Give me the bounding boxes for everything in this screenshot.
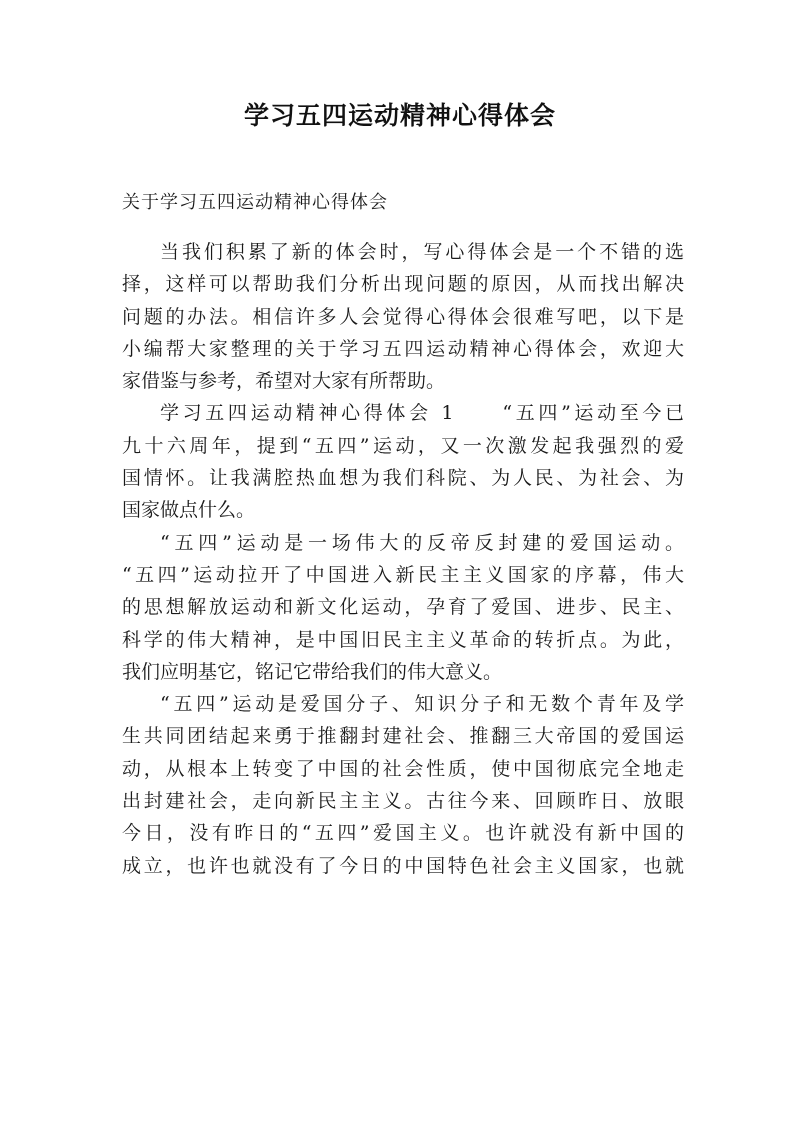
paragraph-line: 科学的伟大精神，是中国旧民主主义革命的转折点。为此，	[122, 628, 684, 651]
paragraph-line: 择，这样可以帮助我们分析出现问题的原因，从而找出解决	[122, 273, 684, 296]
paragraph-line: 国家做点什么。	[122, 499, 256, 522]
paragraph	[122, 397, 684, 526]
paragraph-line: 出封建社会，走向新民主主义。古往今来、回顾昨日、放眼	[122, 790, 684, 813]
paragraph-line: 家借鉴与参考，希望对大家有所帮助。	[122, 370, 446, 393]
paragraph-line: 成立，也许也就没有了今日的中国特色社会主义国家，也就	[122, 854, 684, 877]
paragraph-line: “五四”运动拉开了中国进入新民主主义国家的序幕，伟大	[122, 563, 684, 586]
paragraph-line: 今日，没有昨日的“五四”爱国主义。也许就没有新中国的	[122, 822, 684, 845]
paragraph-line: “五四”运动是爱国分子、知识分子和无数个青年及学	[160, 693, 684, 716]
paragraph-line: 生共同团结起来勇于推翻封建社会、推翻三大帝国的爱国运	[122, 725, 684, 748]
paragraph-line: 我们应明基它，铭记它带给我们的伟大意义。	[122, 660, 503, 683]
paragraph	[122, 236, 684, 397]
document-body	[122, 236, 684, 882]
paragraph-line: 小编帮大家整理的关于学习五四运动精神心得体会，欢迎大	[122, 337, 684, 360]
paragraph-line: 当我们积累了新的体会时，写心得体会是一个不错的选	[160, 241, 684, 263]
document-title: 学习五四运动精神心得体会	[243, 101, 556, 130]
paragraph-line: 九十六周年，提到“五四”运动，又一次激发起我强烈的爱	[122, 434, 684, 457]
paragraph-line: 国情怀。让我满腔热血想为我们科院、为人民、为社会、为	[122, 467, 684, 490]
paragraph-line: 问题的办法。相信许多人会觉得心得体会很难写吧，以下是	[122, 305, 684, 328]
paragraph	[122, 527, 684, 688]
paragraph	[122, 688, 684, 882]
paragraph-line: 动，从根本上转变了中国的社会性质，使中国彻底完全地走	[122, 757, 684, 780]
paragraph-line: 学习五四运动精神心得体会 1 “五四”运动至今已	[160, 402, 684, 425]
paragraph-line: 的思想解放运动和新文化运动，孕育了爱国、进步、民主、	[122, 596, 684, 619]
document-subtitle: 关于学习五四运动精神心得体会	[122, 192, 388, 213]
paragraph-line: “五四”运动是一场伟大的反帝反封建的爱国运动。	[160, 531, 684, 554]
